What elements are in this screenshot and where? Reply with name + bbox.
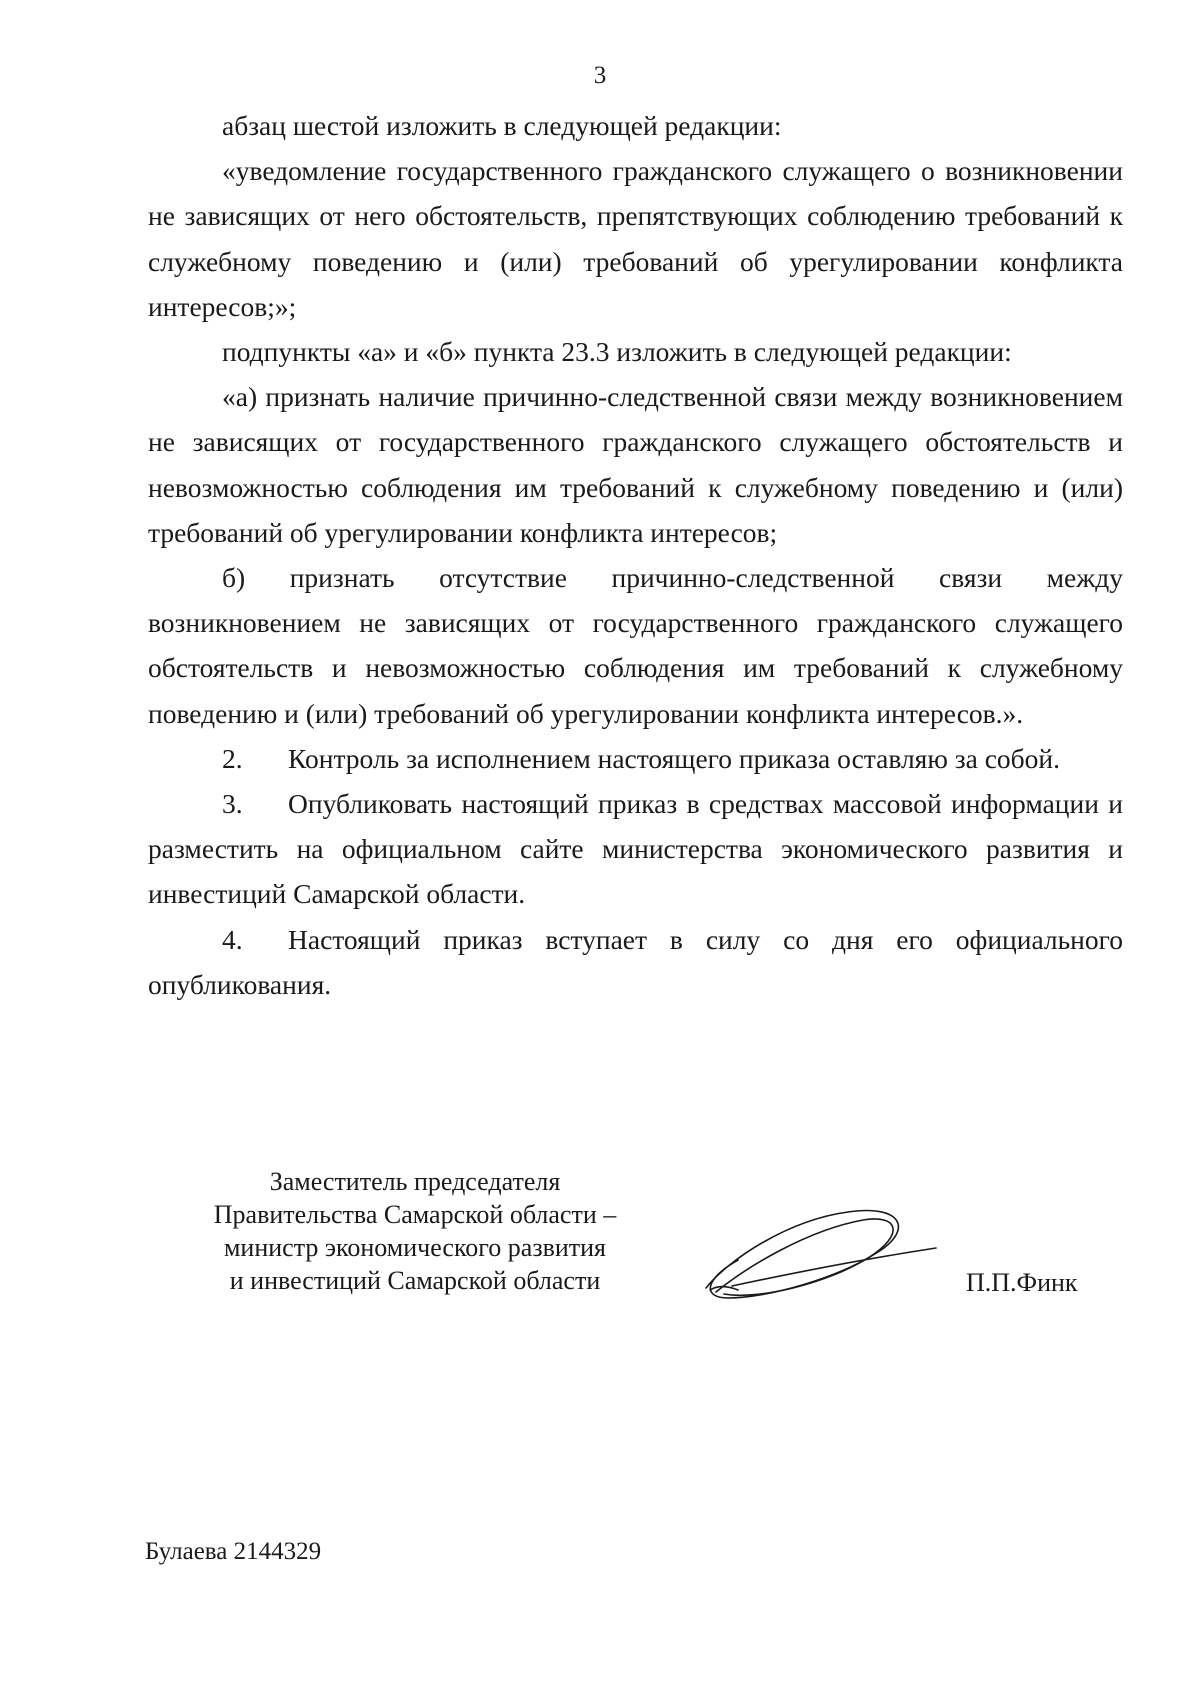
position-line: министр экономического развития <box>223 1233 607 1262</box>
numbered-item <box>148 781 1123 917</box>
item-text: Опубликовать настоящий приказ в средствах массовой информации и разместить на официальном сайте министерства экономического развития и инвестиций Самарской области. <box>148 788 1123 910</box>
item-number: 2. <box>222 742 243 774</box>
paragraph: «уведомление государственного гражданского служащего о возникновении не зависящих от него обстоятельств, препятствующих соблюдению требований к служебному поведению и (или) требований об урегулировании конфликта интересов;»; <box>148 155 1123 322</box>
item-text: Настоящий приказ вступает в силу со дня его официального опубликования. <box>148 923 1123 1000</box>
paragraph: б) признать отсутствие причинно-следственной связи между возникновением не зависящих от государственного гражданского служащего обстоятельств и невозможностью соблюдения им требований к служебному поведению и (или) требований об урегулировании конфликта интересов.». <box>148 562 1123 729</box>
executor-contact: Булаева 2144329 <box>145 1538 322 1565</box>
numbered-item <box>148 917 1123 1007</box>
position-line: Заместитель председателя <box>269 1167 561 1196</box>
position-line: и инвестиций Самарской области <box>229 1266 601 1295</box>
position-line: Правительства Самарской области – <box>213 1200 617 1229</box>
signatory-position <box>170 1165 660 1297</box>
item-number: 4. <box>222 923 243 955</box>
signer-name: П.П.Финк <box>966 1268 1078 1297</box>
item-text: Контроль за исполнением настоящего приказа оставляю за собой. <box>288 742 1060 774</box>
handwritten-signature-icon <box>698 1190 938 1320</box>
document-body <box>148 103 1123 1007</box>
numbered-item <box>148 736 1123 781</box>
paragraph: абзац шестой изложить в следующей редакции: <box>222 110 782 141</box>
page-number: 3 <box>593 62 607 89</box>
item-number: 3. <box>222 788 243 820</box>
paragraph: подпункты «а» и «б» пункта 23.3 изложить в следующей редакции: <box>222 336 1012 368</box>
paragraph: «а) признать наличие причинно-следственной связи между возникновением не зависящих от государственного гражданского служащего обстоятельств и невозможностью соблюдения им требований к служебному поведению и (или) требований об урегулировании конфликта интересов; <box>148 381 1123 548</box>
